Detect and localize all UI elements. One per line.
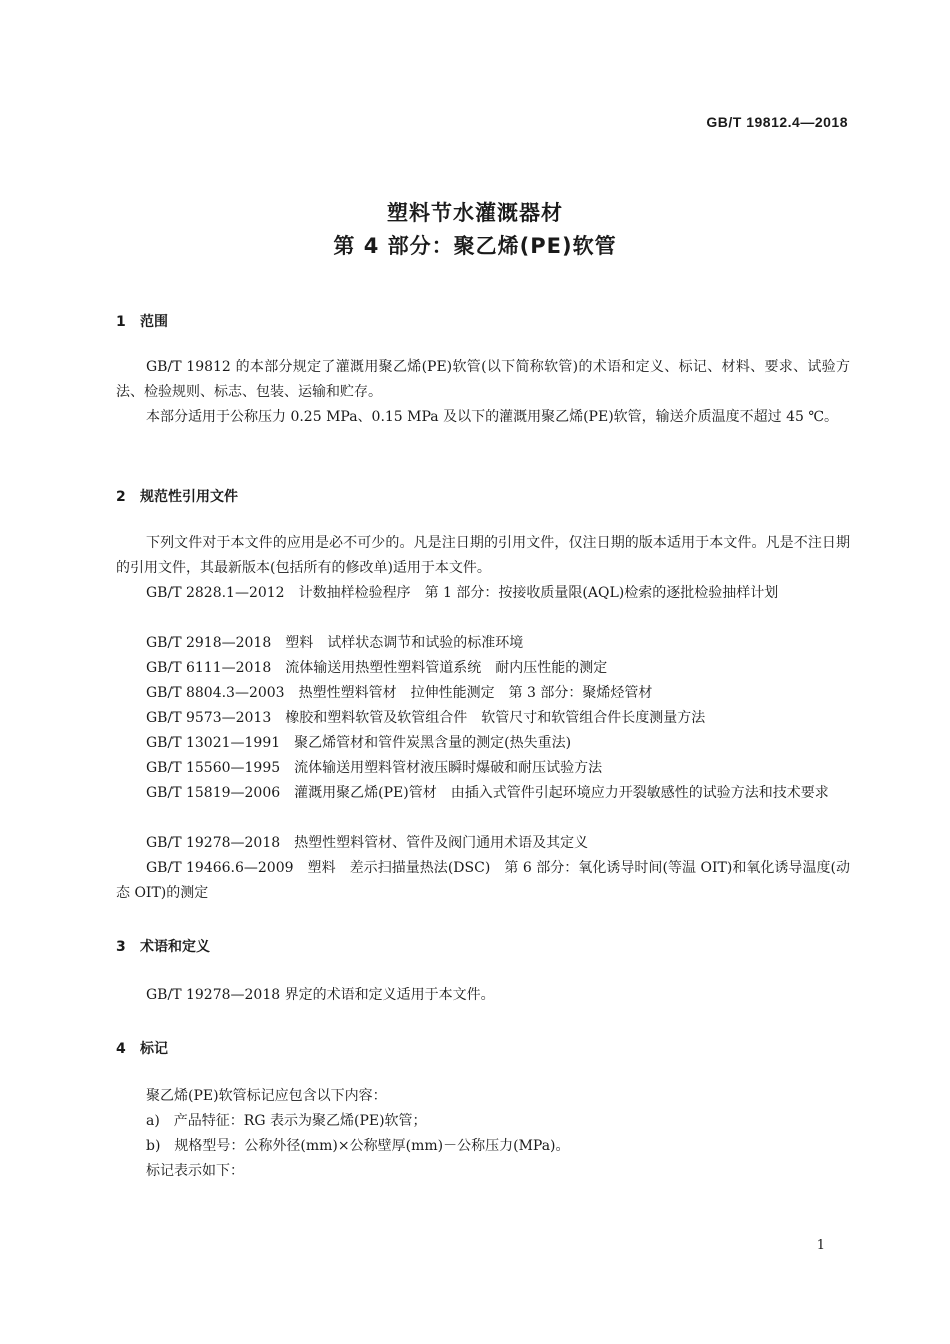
reference-code: GB/T 8804.3—2003 xyxy=(146,685,285,701)
section-1-paragraph-2: 本部分适用于公称压力 0.25 MPa、0.15 MPa 及以下的灌溉用聚乙烯(PE)软管，输送介质温度不超过 45 ℃。 xyxy=(146,409,839,425)
section-number: 4 xyxy=(116,1041,126,1057)
reference-item xyxy=(116,656,850,681)
reference-title: 热塑性塑料管材、管件及阀门通用术语及其定义 xyxy=(294,835,589,851)
section-title: 术语和定义 xyxy=(140,939,210,955)
reference-code: GB/T 19278—2018 xyxy=(146,835,281,851)
page-number: 1 xyxy=(816,1238,825,1253)
reference-code: GB/T 2828.1—2012 xyxy=(146,585,285,601)
reference-item xyxy=(116,856,850,906)
reference-item xyxy=(116,781,850,806)
section-1-heading xyxy=(116,311,168,331)
reference-code: GB/T 9573—2013 xyxy=(146,710,272,726)
section-title: 标记 xyxy=(140,1041,168,1057)
reference-title: 流体输送用热塑性塑料管道系统 耐内压性能的测定 xyxy=(285,660,608,676)
section-4-item-a: a) 产品特征：RG 表示为聚乙烯(PE)软管； xyxy=(146,1113,427,1129)
reference-item xyxy=(116,756,850,781)
section-4-paragraph-1: 聚乙烯(PE)软管标记应包含以下内容： xyxy=(146,1088,387,1104)
reference-item xyxy=(116,631,850,656)
section-title: 范围 xyxy=(140,314,168,330)
reference-title: 热塑性塑料管材 拉伸性能测定 第 3 部分：聚烯烃管材 xyxy=(298,685,653,701)
document-title-line2: 第 4 部分：聚乙烯(PE)软管 xyxy=(333,234,617,258)
reference-title: 塑料 试样状态调节和试验的标准环境 xyxy=(285,635,524,651)
reference-title: 计数抽样检验程序 第 1 部分：按接收质量限(AQL)检索的逐批检验抽样计划 xyxy=(298,585,779,601)
section-4-paragraph-2: 标记表示如下： xyxy=(146,1163,244,1179)
reference-item xyxy=(116,706,850,731)
section-2-heading xyxy=(116,486,238,506)
reference-code: GB/T 13021—1991 xyxy=(146,735,281,751)
reference-code: GB/T 2918—2018 xyxy=(146,635,272,651)
section-3-heading xyxy=(116,936,210,956)
reference-item xyxy=(116,581,850,606)
reference-title: 塑料 差示扫描量热法(DSC) 第 6 部分：氧化诱导时间(等温 OIT)和氧化诱导温度(动态 OIT)的测定 xyxy=(116,860,850,901)
section-3-paragraph: GB/T 19278—2018 界定的术语和定义适用于本文件。 xyxy=(146,987,495,1003)
reference-title: 聚乙烯管材和管件炭黑含量的测定(热失重法) xyxy=(294,735,572,751)
section-number: 3 xyxy=(116,939,126,955)
reference-code: GB/T 19466.6—2009 xyxy=(146,860,294,876)
document-title-line1: 塑料节水灌溉器材 xyxy=(387,201,563,225)
reference-item xyxy=(116,831,850,856)
reference-code: GB/T 15819—2006 xyxy=(146,785,281,801)
section-4-item-b: b) 规格型号：公称外径(mm)×公称壁厚(mm)－公称压力(MPa)。 xyxy=(146,1138,570,1154)
section-number: 2 xyxy=(116,489,126,505)
reference-title: 流体输送用塑料管材液压瞬时爆破和耐压试验方法 xyxy=(294,760,603,776)
section-4-heading xyxy=(116,1038,168,1058)
section-2-intro: 下列文件对于本文件的应用是必不可少的。凡是注日期的引用文件，仅注日期的版本适用于本文件。凡是不注日期的引用文件，其最新版本(包括所有的修改单)适用于本文件。 xyxy=(116,535,850,576)
standard-code: GB/T 19812.4—2018 xyxy=(706,114,848,130)
section-1-paragraph-1: GB/T 19812 的本部分规定了灌溉用聚乙烯(PE)软管(以下简称软管)的术语和定义、标记、材料、要求、试验方法、检验规则、标志、包装、运输和贮存。 xyxy=(116,359,850,400)
section-number: 1 xyxy=(116,314,126,330)
reference-code: GB/T 15560—1995 xyxy=(146,760,281,776)
reference-item xyxy=(116,681,850,706)
reference-code: GB/T 6111—2018 xyxy=(146,660,272,676)
reference-title: 灌溉用聚乙烯(PE)管材 由插入式管件引起环境应力开裂敏感性的试验方法和技术要求 xyxy=(294,785,829,801)
reference-title: 橡胶和塑料软管及软管组合件 软管尺寸和软管组合件长度测量方法 xyxy=(285,710,706,726)
section-title: 规范性引用文件 xyxy=(140,489,238,505)
reference-item xyxy=(116,731,850,756)
